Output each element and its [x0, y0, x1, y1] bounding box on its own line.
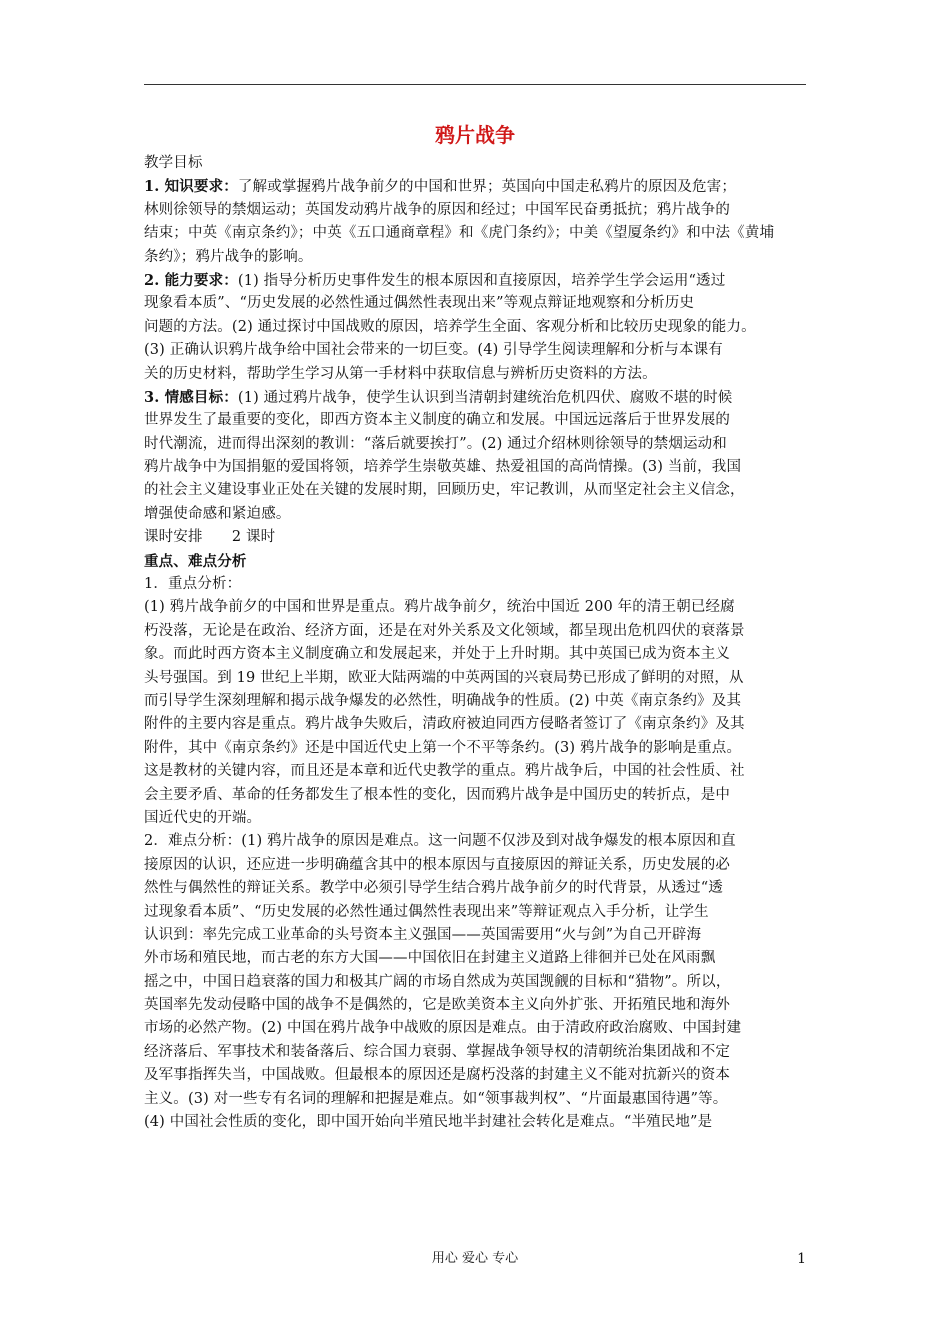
line-text: 条约》；鸦片战争的影响。 [144, 248, 313, 265]
line-text: 象。而此时西方资本主义制度确立和发展起来，并处于上升时期。其中英国已成为资本主义 [144, 646, 730, 663]
text-line [144, 409, 808, 432]
line-text: 接原因的认识，还应进一步明确蕴含其中的根本原因与直接原因的辩证关系，历史发展的必 [144, 856, 730, 873]
line-text: (1) 通过鸦片战争，使学生认识到当清朝封建统治危机四伏、腐败不堪的时候 [237, 389, 733, 406]
text-line [144, 994, 808, 1017]
line-text: 会主要矛盾、革命的任务都发生了根本性的变化，因而鸦片战争是中国历史的转折点，是中 [144, 786, 730, 803]
text-line [144, 643, 808, 666]
text-line [144, 1041, 808, 1064]
text-line [144, 901, 808, 924]
line-text: 主义。(3) 对一些专有名词的理解和把握是难点。如“领事裁判权”、“片面最惠国待遇”等。 [144, 1090, 728, 1107]
text-line [144, 971, 808, 994]
text-line [144, 737, 808, 760]
page-number: 1 [797, 1251, 806, 1267]
line-text: 的社会主义建设事业正处在关键的发展时期，回顾历史，牢记教训，从而坚定社会主义信念， [144, 482, 745, 499]
text-line [144, 854, 808, 877]
text-line [144, 830, 808, 853]
section-label: 重点、难点分析 [144, 552, 247, 570]
section-label: 1. 知识要求： [144, 178, 238, 196]
line-text: 过现象看本质”、“历史发展的必然性通过偶然性表现出来”等辩证观点入手分析，让学生 [144, 903, 709, 920]
text-line [144, 690, 808, 713]
text-line [144, 620, 808, 643]
text-line [144, 222, 808, 245]
text-line [144, 760, 808, 783]
text-line [144, 152, 808, 175]
document-body [144, 152, 808, 1134]
line-text: 市场的必然产物。(2) 中国在鸦片战争中战败的原因是难点。由于清政府政治腐败、中国封建 [144, 1020, 742, 1037]
text-line [144, 573, 808, 596]
line-text: 经济落后、军事技术和装备落后、综合国力衰弱、掌握战争领导权的清朝统治集团战和不定 [144, 1043, 730, 1060]
header-rule [144, 84, 806, 85]
text-line [144, 784, 808, 807]
text-line [144, 947, 808, 970]
text-line [144, 550, 808, 573]
text-line [144, 479, 808, 502]
line-text: 外市场和殖民地，而古老的东方大国——中国依旧在封建主义道路上徘徊并已处在风雨飘 [144, 950, 716, 967]
line-text: 认识到：率先完成工业革命的头号资本主义强国——英国需要用“火与剑”为自己开辟海 [144, 926, 702, 943]
line-text: 课时安排 2 课时 [144, 529, 276, 546]
line-text: 然性与偶然性的辩证关系。教学中必须引导学生结合鸦片战争前夕的时代背景，从透过“透 [144, 880, 723, 897]
line-text: 朽没落，无论是在政治、经济方面，还是在对外关系及文化领域，都呈现出危机四伏的衰落景 [144, 622, 745, 639]
line-text: 结束；中英《南京条约》；中英《五口通商章程》和《虎门条约》；中美《望厦条约》和中法《黄埔 [144, 225, 775, 242]
text-line [144, 175, 808, 198]
text-line [144, 339, 808, 362]
text-line [144, 503, 808, 526]
footer-text: 用心 爱心 专心 [431, 1251, 519, 1266]
text-line [144, 292, 808, 315]
text-line [144, 596, 808, 619]
text-line [144, 269, 808, 292]
text-line [144, 456, 808, 479]
line-text: (1) 鸦片战争前夕的中国和世界是重点。鸦片战争前夕，统治中国近 200 年的清王朝已经腐 [144, 599, 735, 616]
text-line [144, 1111, 808, 1134]
text-line [144, 924, 808, 947]
text-line [144, 1064, 808, 1087]
line-text: 增强使命感和紧迫感。 [144, 505, 291, 522]
text-line [144, 199, 808, 222]
line-text: 林则徐领导的禁烟运动；英国发动鸦片战争的原因和经过；中国军民奋勇抵抗；鸦片战争的 [144, 201, 730, 218]
text-line [144, 667, 808, 690]
line-text: 摇之中，中国日趋衰落的国力和极其广阔的市场自然成为英国觊觎的目标和“猎物”。所以， [144, 973, 731, 990]
line-text: 而引导学生深刻理解和揭示战争爆发的必然性，明确战争的性质。(2) 中英《南京条约》及其 [144, 692, 742, 709]
section-label: 3. 情感目标： [144, 388, 238, 406]
text-line [144, 807, 808, 830]
line-text: 1．重点分析： [144, 576, 242, 593]
line-text: 国近代史的开端。 [144, 809, 262, 826]
line-text: 问题的方法。(2) 通过探讨中国战败的原因，培养学生全面、客观分析和比较历史现象的能力。 [144, 318, 756, 335]
line-text: (3) 正确认识鸦片战争给中国社会带来的一切巨变。(4) 引导学生阅读理解和分析与本课有 [144, 342, 723, 359]
line-text: 了解或掌握鸦片战争前夕的中国和世界；英国向中国走私鸦片的原因及危害； [237, 179, 736, 196]
text-line [144, 1017, 808, 1040]
text-line [144, 363, 808, 386]
text-line [144, 433, 808, 456]
text-line [144, 713, 808, 736]
line-text: (4) 中国社会性质的变化，即中国开始向半殖民地半封建社会转化是难点。“半殖民地”是 [144, 1114, 713, 1131]
line-text: 这是教材的关键内容，而且还是本章和近代史教学的重点。鸦片战争后，中国的社会性质、社 [144, 763, 745, 780]
line-text: 世界发生了最重要的变化，即西方资本主义制度的确立和发展。中国远远落后于世界发展的 [144, 412, 730, 429]
line-text: 2．难点分析：(1) 鸦片战争的原因是难点。这一问题不仅涉及到对战争爆发的根本原因和直 [144, 833, 736, 850]
line-text: 及军事指挥失当，中国战败。但最根本的原因还是腐朽没落的封建主义不能对抗新兴的资本 [144, 1067, 730, 1084]
line-text: 现象看本质”、“历史发展的必然性通过偶然性表现出来”等观点辩证地观察和分析历史 [144, 295, 695, 312]
line-text: 附件，其中《南京条约》还是中国近代史上第一个不平等条约。(3) 鸦片战争的影响是重点。 [144, 739, 742, 756]
text-line [144, 1088, 808, 1111]
section-label: 2. 能力要求： [144, 271, 238, 289]
line-text: 教学目标 [144, 155, 203, 171]
line-text: 时代潮流，进而得出深刻的教训：“落后就要挨打”。(2) 通过介绍林则徐领导的禁烟运动和 [144, 435, 727, 452]
line-text: (1) 指导分析历史事件发生的根本原因和直接原因，培养学生学会运用“透过 [237, 272, 726, 289]
line-text: 关的历史材料，帮助学生学习从第一手材料中获取信息与辨析历史资料的方法。 [144, 365, 657, 382]
text-line [144, 246, 808, 269]
line-text: 附件的主要内容是重点。鸦片战争失败后，清政府被迫同西方侵略者签订了《南京条约》及其 [144, 716, 745, 733]
line-text: 鸦片战争中为国捐躯的爱国将领，培养学生崇敬英雄、热爱祖国的高尚情操。(3) 当前，我国 [144, 459, 742, 476]
line-text: 头号强国。到 19 世纪上半期，欧亚大陆两端的中英两国的兴衰局势已形成了鲜明的对照，从 [144, 669, 744, 686]
line-text: 英国率先发动侵略中国的战争不是偶然的，它是欧美资本主义向外扩张、开拓殖民地和海外 [144, 997, 730, 1014]
text-line [144, 877, 808, 900]
page-title: 鸦片战争 [435, 123, 515, 147]
text-line [144, 316, 808, 339]
text-line [144, 386, 808, 409]
text-line [144, 526, 808, 549]
